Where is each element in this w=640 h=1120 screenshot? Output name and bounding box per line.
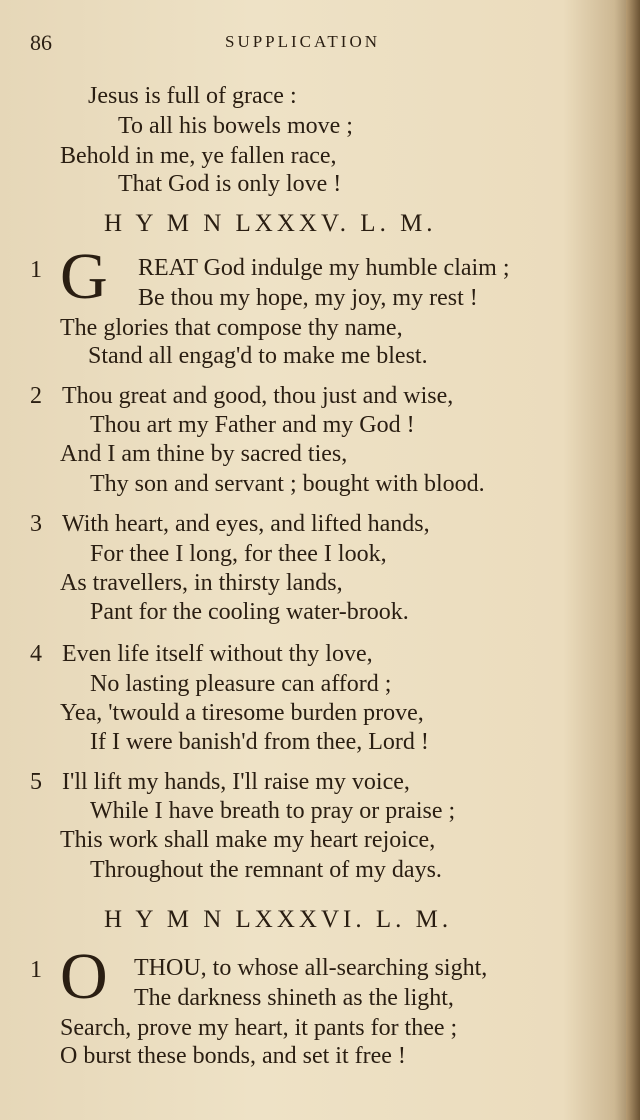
verse-line: Stand all engag'd to make me blest. (88, 343, 428, 369)
verse-line: Even life itself without thy love, (62, 641, 373, 667)
intro-line: Jesus is full of grace : (88, 83, 297, 109)
verse-line: Throughout the remnant of my days. (90, 857, 442, 883)
page-header (30, 30, 410, 60)
verse-line: This work shall make my heart rejoice, (60, 827, 436, 853)
verse-line: Be thou my hope, my joy, my rest ! (138, 285, 478, 311)
verse-line: Search, prove my heart, it pants for thee ; (60, 1015, 458, 1041)
verse-line: With heart, and eyes, and lifted hands, (62, 511, 430, 537)
verse-line: If I were banish'd from thee, Lord ! (90, 729, 429, 755)
verse-line: For thee I long, for thee I look, (90, 541, 387, 567)
hymn-title: H Y M N LXXXVI. L. M. (104, 906, 453, 933)
verse-line: Yea, 'twould a tiresome burden prove, (60, 700, 424, 726)
intro-line: Behold in me, ye fallen race, (60, 143, 337, 169)
intro-line: To all his bowels move ; (118, 113, 353, 139)
verse-number: 1 (30, 257, 42, 283)
verse-number: 2 (30, 383, 42, 409)
page-number: 86 (30, 30, 52, 55)
verse-line: The glories that compose thy name, (60, 315, 403, 341)
drop-cap: O (60, 940, 108, 1013)
verse-number: 1 (30, 957, 42, 983)
verse-line: Pant for the cooling water-brook. (90, 599, 409, 625)
verse-line: O burst these bonds, and set it free ! (60, 1043, 406, 1069)
verse-number: 4 (30, 641, 42, 667)
hymn-title: H Y M N LXXXV. L. M. (104, 210, 437, 237)
verse-line: THOU, to whose all-searching sight, (134, 955, 488, 981)
verse-line: REAT God indulge my humble claim ; (138, 255, 510, 281)
verse-number: 5 (30, 769, 42, 795)
intro-line: That God is only love ! (118, 171, 342, 197)
verse-line: The darkness shineth as the light, (134, 985, 454, 1011)
verse-line: Thou art my Father and my God ! (90, 412, 415, 438)
verse-line: And I am thine by sacred ties, (60, 441, 348, 467)
verse-line: Thou great and good, thou just and wise, (62, 383, 454, 409)
verse-line: While I have breath to pray or praise ; (90, 798, 456, 824)
verse-line: As travellers, in thirsty lands, (60, 570, 343, 596)
verse-line: I'll lift my hands, I'll raise my voice, (62, 769, 410, 795)
verse-line: No lasting pleasure can afford ; (90, 671, 392, 697)
running-title: SUPPLICATION (225, 32, 381, 51)
verse-line: Thy son and servant ; bought with blood. (90, 471, 485, 497)
drop-cap: G (60, 240, 108, 313)
verse-number: 3 (30, 511, 42, 537)
page-edge (626, 0, 640, 1120)
